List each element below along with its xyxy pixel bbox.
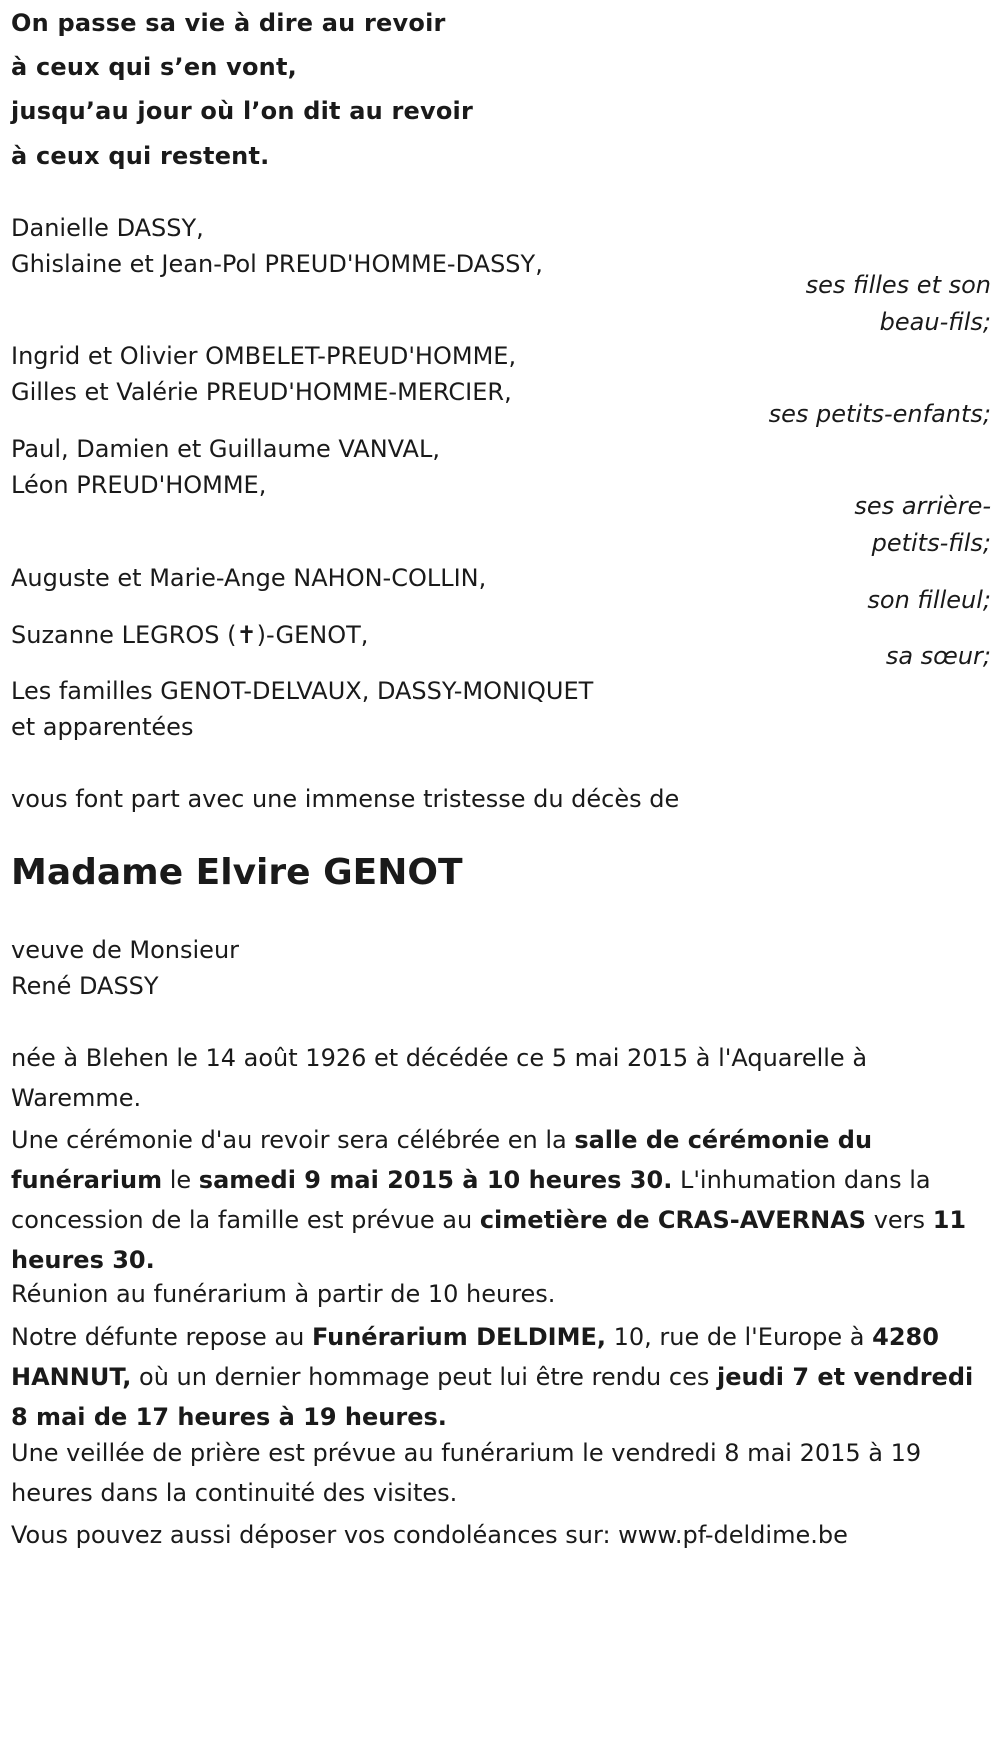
widow-line-1: veuve de Monsieur: [11, 936, 240, 964]
condolences-info: Vous pouvez aussi déposer vos condoléances sur: www.pf-deldime.be: [11, 1521, 848, 1549]
ceremony-text-4: vers: [866, 1206, 933, 1234]
relation-grandchildren: ses petits-enfants;: [768, 400, 991, 428]
ceremony-venue: salle de cérémonie du funérarium: [11, 1126, 873, 1194]
vigil-info: Une veillée de prière est prévue au funérarium le vendredi 8 mai 2015 à 19 heures dans la continuité des visites.: [11, 1439, 922, 1507]
ceremony-date: samedi 9 mai 2015 à 10 heures 30.: [198, 1166, 673, 1194]
relation-greatgrandsons-2: petits-fils;: [871, 529, 991, 557]
relation-daughters-1: ses filles et son: [805, 271, 991, 299]
burial-time: 11 heures 30.: [11, 1206, 967, 1274]
family-relatives-2: et apparentées: [11, 713, 194, 741]
repose-text-1: Notre défunte repose au: [11, 1323, 312, 1351]
deceased-name: Madame Elvire GENOT: [11, 852, 463, 893]
reunion-info: Réunion au funérarium à partir de 10 heures.: [11, 1280, 556, 1308]
ceremony-text-2: le: [162, 1166, 199, 1194]
relation-godson: son filleul;: [867, 586, 991, 614]
repose-text-2: 10, rue de l'Europe à: [605, 1323, 873, 1351]
birth-death-info: née à Blehen le 14 août 1926 et décédée ce 5 mai 2015 à l'Aquarelle à Waremme.: [11, 1044, 868, 1112]
family-sister: Suzanne LEGROS (✝)-GENOT,: [11, 621, 369, 649]
family-daughter-1: Danielle DASSY,: [11, 214, 204, 242]
funeral-home-name: Funérarium DELDIME,: [311, 1323, 606, 1351]
poem-line-2: à ceux qui s’en vont,: [11, 53, 297, 81]
family-greatgrandson-1: Paul, Damien et Guillaume VANVAL,: [11, 435, 440, 463]
ceremony-info: [11, 1120, 991, 1280]
relation-greatgrandsons-1: ses arrière-: [854, 492, 991, 520]
family-grandchild-2: Gilles et Valérie PREUD'HOMME-MERCIER,: [11, 378, 512, 406]
relation-daughters-2: beau-fils;: [879, 308, 991, 336]
widow-line-2: René DASSY: [11, 972, 159, 1000]
relation-sister: sa sœur;: [885, 642, 991, 670]
family-grandchild-1: Ingrid et Olivier OMBELET-PREUD'HOMME,: [11, 342, 517, 370]
announcement-text: vous font part avec une immense tristesse du décès de: [11, 785, 680, 813]
ceremony-text-1: Une cérémonie d'au revoir sera célébrée en la: [11, 1126, 575, 1154]
family-greatgrandson-2: Léon PREUD'HOMME,: [11, 471, 267, 499]
family-daughter-2: Ghislaine et Jean-Pol PREUD'HOMME-DASSY,: [11, 250, 543, 278]
family-relatives-1: Les familles GENOT-DELVAUX, DASSY-MONIQUET: [11, 677, 594, 705]
visiting-hours: jeudi 7 et vendredi 8 mai de 17 heures à 19 heures.: [11, 1363, 974, 1431]
repose-text-3: où un dernier hommage peut lui être rendu ces: [131, 1363, 717, 1391]
cemetery-name: cimetière de CRAS-AVERNAS: [479, 1206, 867, 1234]
repose-info: [11, 1317, 991, 1437]
poem-line-1: On passe sa vie à dire au revoir: [11, 9, 446, 37]
family-godson: Auguste et Marie-Ange NAHON-COLLIN,: [11, 564, 487, 592]
ceremony-text-3: L'inhumation dans la concession de la famille est prévue au: [11, 1166, 931, 1234]
poem-line-4: à ceux qui restent.: [11, 142, 270, 170]
funeral-home-city: 4280 HANNUT,: [11, 1323, 939, 1391]
poem-line-3: jusqu’au jour où l’on dit au revoir: [11, 97, 473, 125]
